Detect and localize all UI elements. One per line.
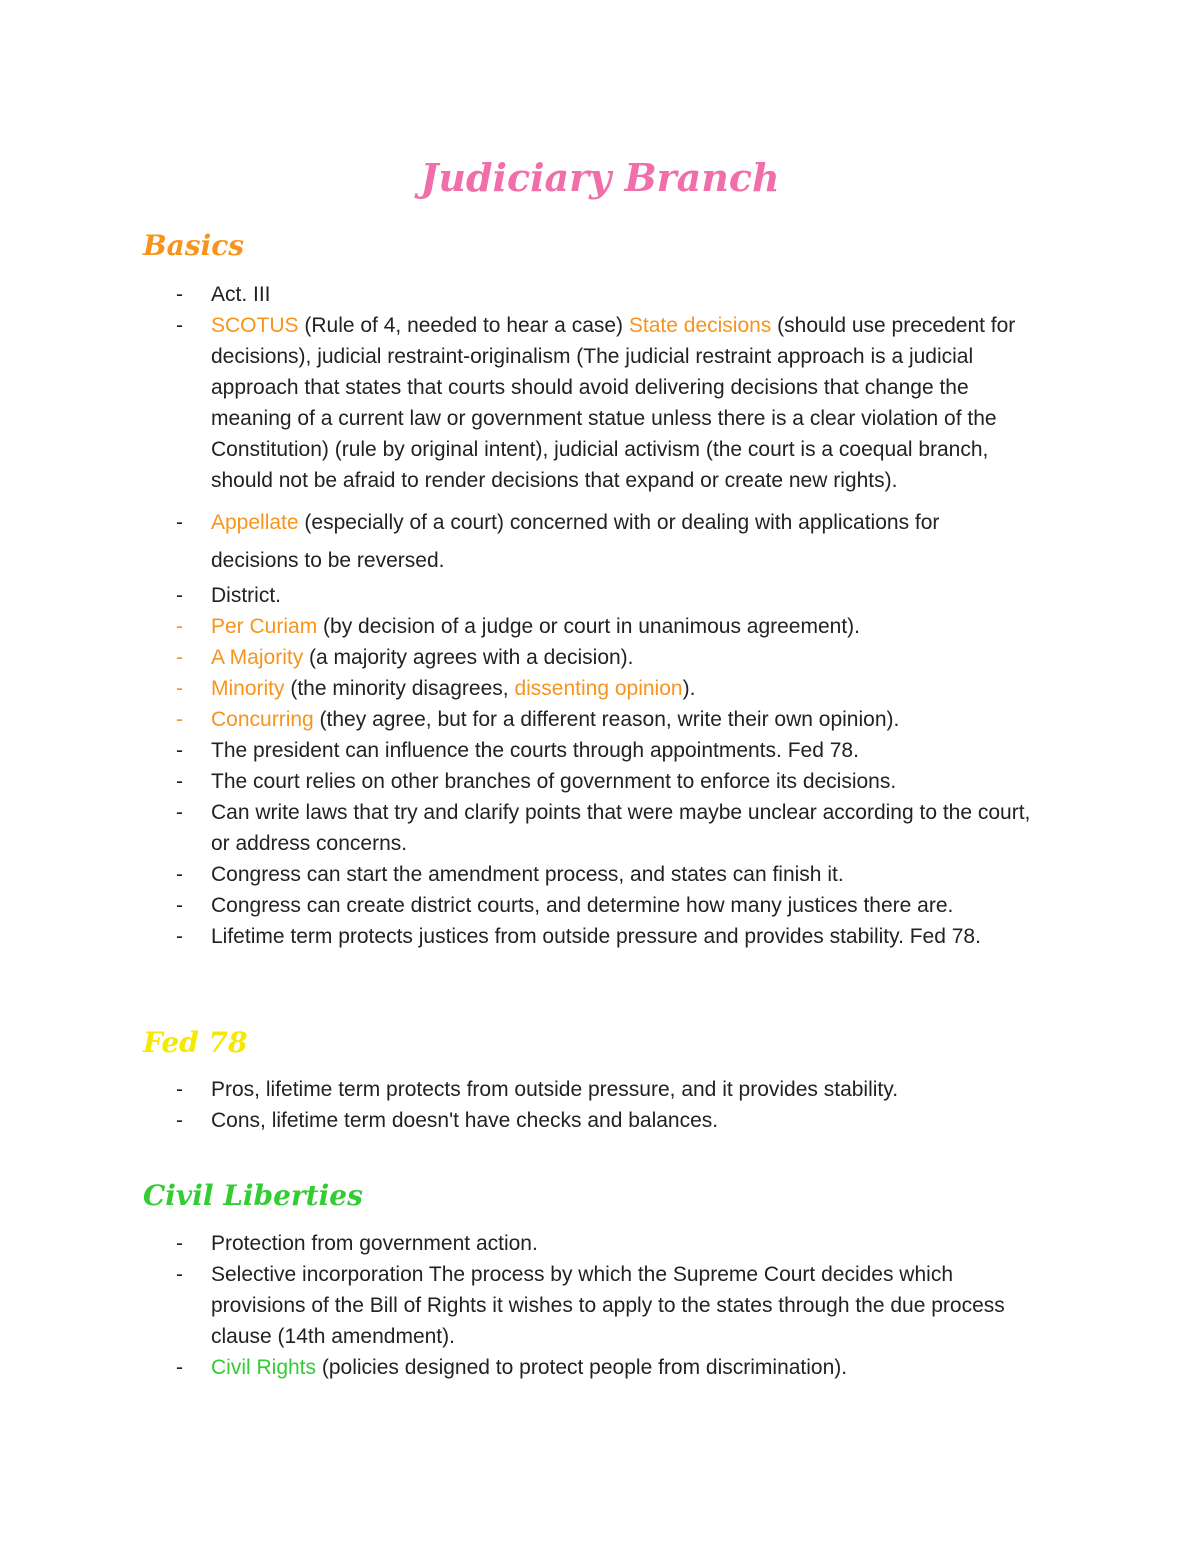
list-item: - Act. III [0, 279, 1200, 310]
term-highlight: dissenting opinion [514, 677, 683, 700]
term-highlight: Appellate [211, 511, 299, 534]
list-item: - SCOTUS (Rule of 4, needed to hear a case) State decisions (should use precedent for decisions), judicial restraint-originalism (The judicial restraint approach is a judicial approach that states that courts should avoid delivering decisions that change the meaning of a current law or government statue unless there is a clear violation of the Constitution) (rule by original intent), judicial activism (the court is a coequal branch, should not be afraid to render decisions that expand or create new rights). [0, 310, 1200, 496]
bullet-dash: - [176, 646, 183, 669]
list-item: - The court relies on other branches of government to enforce its decisions. [0, 766, 1200, 797]
list-item: - District. [0, 580, 1200, 611]
bullet-dash: - [176, 584, 183, 607]
list-item: - Congress can create district courts, and determine how many justices there are. [0, 890, 1200, 921]
list-item: - Per Curiam (by decision of a judge or court in unanimous agreement). [0, 611, 1200, 642]
term-highlight: Civil Rights [211, 1356, 317, 1379]
term-highlight: Per Curiam [211, 615, 318, 638]
list-item: - Concurring (they agree, but for a different reason, write their own opinion). [0, 704, 1200, 735]
term-highlight: State decisions [628, 314, 772, 337]
list-item: - Congress can start the amendment process, and states can finish it. [0, 859, 1200, 890]
bullet-dash: - [176, 511, 183, 534]
term-highlight: SCOTUS [211, 314, 299, 337]
list-item: - Minority (the minority disagrees, dissenting opinion). [0, 673, 1200, 704]
section-heading-basics: Basics [143, 229, 245, 262]
bullet-dash: - [176, 677, 183, 700]
list-item: - Selective incorporation The process by which the Supreme Court decides which provisions of the Bill of Rights it wishes to apply to the states through the due process clause (14th amendment). [0, 1259, 1200, 1352]
bullet-dash: - [176, 283, 183, 306]
term-highlight: Minority [211, 677, 285, 700]
civil-liberties-list [0, 1228, 1200, 1383]
bullet-dash: - [176, 1109, 183, 1132]
bullet-dash: - [176, 739, 183, 762]
bullet-dash: - [176, 770, 183, 793]
list-item: - Cons, lifetime term doesn't have checks and balances. [0, 1105, 1200, 1136]
bullet-dash: - [176, 708, 183, 731]
bullet-dash: - [176, 1356, 183, 1379]
list-item: - Lifetime term protects justices from outside pressure and provides stability. Fed 78. [0, 921, 1200, 952]
fed78-list [0, 1074, 1200, 1136]
bullet-dash: - [176, 801, 183, 824]
bullet-dash: - [176, 1078, 183, 1101]
list-item: - Protection from government action. [0, 1228, 1200, 1259]
bullet-dash: - [176, 1232, 183, 1255]
bullet-dash: - [176, 925, 183, 948]
term-highlight: A Majority [211, 646, 304, 669]
list-item: - The president can influence the courts through appointments. Fed 78. [0, 735, 1200, 766]
basics-list [0, 279, 1200, 952]
list-item: - Civil Rights (policies designed to protect people from discrimination). [0, 1352, 1200, 1383]
list-item: - A Majority (a majority agrees with a decision). [0, 642, 1200, 673]
list-item: - Pros, lifetime term protects from outside pressure, and it provides stability. [0, 1074, 1200, 1105]
list-item: - Appellate (especially of a court) concerned with or dealing with applications for decisions to be reversed. [0, 504, 1200, 580]
list-item: - Can write laws that try and clarify points that were maybe unclear according to the court, or address concerns. [0, 797, 1200, 859]
page-title: Judiciary Branch [420, 155, 780, 200]
term-highlight: Concurring [211, 708, 314, 731]
bullet-dash: - [176, 314, 183, 337]
bullet-dash: - [176, 863, 183, 886]
bullet-dash: - [176, 894, 183, 917]
section-heading-fed78: Fed 78 [143, 1026, 248, 1059]
bullet-dash: - [176, 615, 183, 638]
bullet-dash: - [176, 1263, 183, 1286]
section-heading-civil-liberties: Civil Liberties [143, 1179, 363, 1212]
